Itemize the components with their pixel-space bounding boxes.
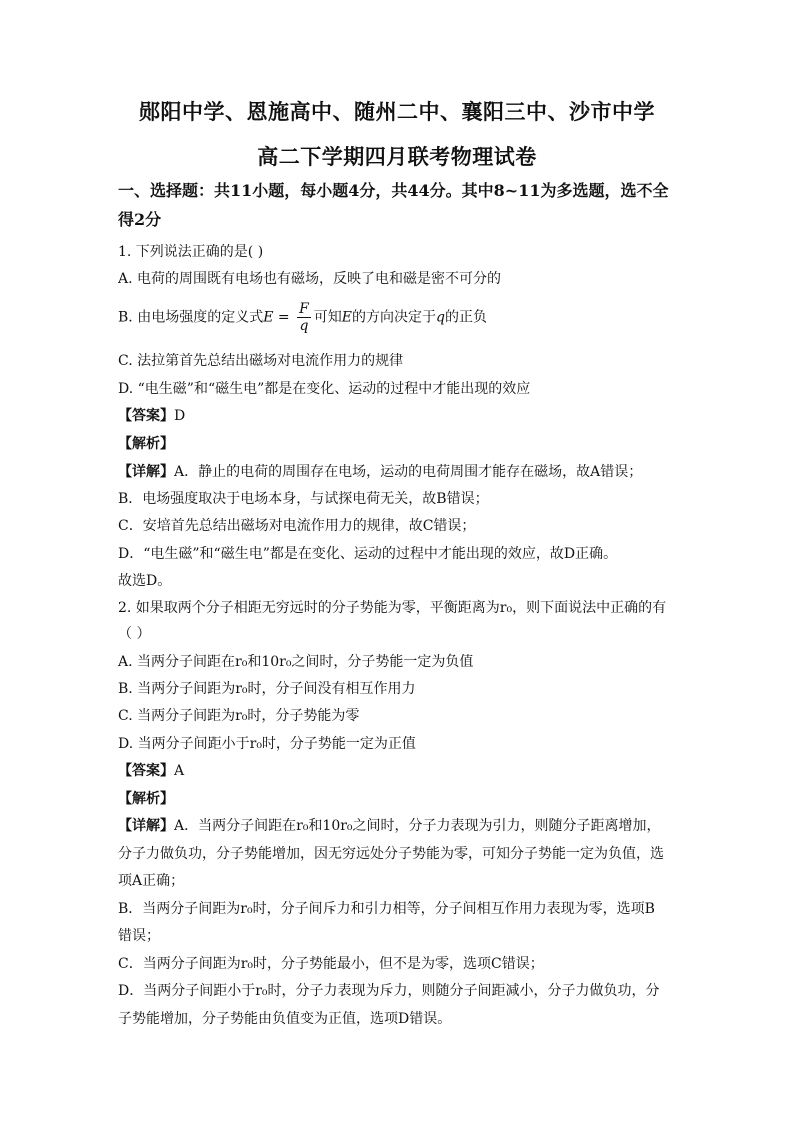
q2-detail-d-1: D．当两分子间距小于r₀时，分子力表现为斥力，则随分子间距减小，分子力做负功，分 — [118, 983, 660, 999]
q1-option-b-mid: 可知 — [313, 309, 342, 326]
q2-detail-a-1-text: A．当两分子间距在r₀和10r₀之间时，分子力表现为引力，则随分子距离增加， — [174, 818, 661, 834]
q1-detail-d: D．“电生磁”和“磁生电”都是在变化、运动的过程中才能出现的效应，故D正确。 — [118, 546, 618, 562]
q2-detail-d-2: 子势能增加，分子势能由负值变为正值，选项D错误。 — [118, 1011, 452, 1027]
section-heading: 一、选择题：共11小题，每小题4分，共44分。其中8~11为多选题，选不全得2分 — [118, 181, 669, 229]
q2-detail-b-1: B．当两分子间距为r₀时，分子间斥力和引力相等，分子间相互作用力表现为零，选项B — [118, 901, 655, 917]
q1-detail-c: C．安培首先总结出磁场对电流作用力的规律，故C错误； — [118, 518, 476, 534]
q1-conclusion: 故选D。 — [118, 573, 172, 589]
q1-fraction-denominator: q — [299, 318, 309, 334]
q1-analysis-label: 【解析】 — [118, 436, 174, 452]
q1-option-c: C. 法拉第首先总结出磁场对电流作用力的规律 — [118, 353, 404, 369]
q2-option-c: C. 当两分子间距为r₀时，分子势能为零 — [118, 708, 360, 724]
q1-detail-a-text: A．静止的电荷的周围存在电场，运动的电荷周围才能存在磁场，故A错误； — [174, 464, 643, 480]
title-line-2: 高二下学期四月联考物理试卷 — [257, 144, 537, 169]
q1-detail-b: B．电场强度取决于电场本身，与试探电荷无关，故B错误； — [118, 491, 489, 507]
q1-option-b — [118, 301, 487, 334]
q1-answer-value: D — [174, 408, 186, 424]
q2-answer-label: 【答案】 — [118, 763, 174, 779]
q1-answer-label: 【答案】 — [118, 408, 174, 424]
q2-analysis-label: 【解析】 — [118, 791, 174, 807]
q1-detail-a — [118, 463, 642, 481]
q1-stem: 1. 下列说法正确的是( ) — [118, 244, 264, 260]
q2-detail-label: 【详解】 — [118, 818, 174, 834]
q1-fraction — [297, 301, 311, 334]
q1-option-b-e: E — [341, 309, 353, 326]
q1-option-b-post: 的正负 — [444, 309, 487, 326]
q1-fraction-numerator: F — [299, 301, 309, 317]
q2-detail-a-1 — [118, 817, 661, 835]
q2-option-d: D. 当两分子间距小于r₀时，分子势能一定为正值 — [118, 736, 416, 752]
q1-answer — [118, 407, 185, 425]
q1-option-b-pre: B. 由电场强度的定义式 — [118, 309, 264, 326]
q1-option-d: D. “电生磁”和“磁生电”都是在变化、运动的过程中才能出现的效应 — [118, 381, 531, 397]
q2-answer-value: A — [174, 763, 185, 779]
q2-detail-c: C．当两分子间距为r₀时，分子势能最小，但不是为零，选项C错误； — [118, 956, 544, 972]
q2-stem: 2. 如果取两个分子相距无穷远时的分子势能为零，平衡距离为r₀，则下面说法中正确的有 — [118, 600, 667, 616]
q1-option-a: A. 电荷的周围既有电场也有磁场，反映了电和磁是密不可分的 — [118, 271, 502, 287]
q1-option-b-eq: E = — [263, 309, 295, 326]
q2-detail-b-2: 错误； — [118, 928, 160, 944]
q1-detail-label: 【详解】 — [118, 464, 174, 480]
q2-detail-a-2: 分子力做负功，分子势能增加，因无穷远处分子势能为零，可知分子势能一定为负值，选 — [118, 846, 664, 862]
q2-option-a: A. 当两分子间距在r₀和10r₀之间时，分子势能一定为负值 — [118, 654, 474, 670]
title-line-1: 郧阳中学、恩施高中、随州二中、襄阳三中、沙市中学 — [139, 99, 655, 124]
q1-option-b-mid2: 的方向决定于 — [352, 309, 437, 326]
q1-option-b-q: q — [436, 309, 445, 326]
q2-detail-a-3: 项A正确； — [118, 873, 185, 889]
q2-option-b: B. 当两分子间距为r₀时，分子间没有相互作用力 — [118, 681, 416, 697]
q2-stem-paren: （ ） — [118, 626, 151, 642]
q2-answer — [118, 762, 184, 780]
